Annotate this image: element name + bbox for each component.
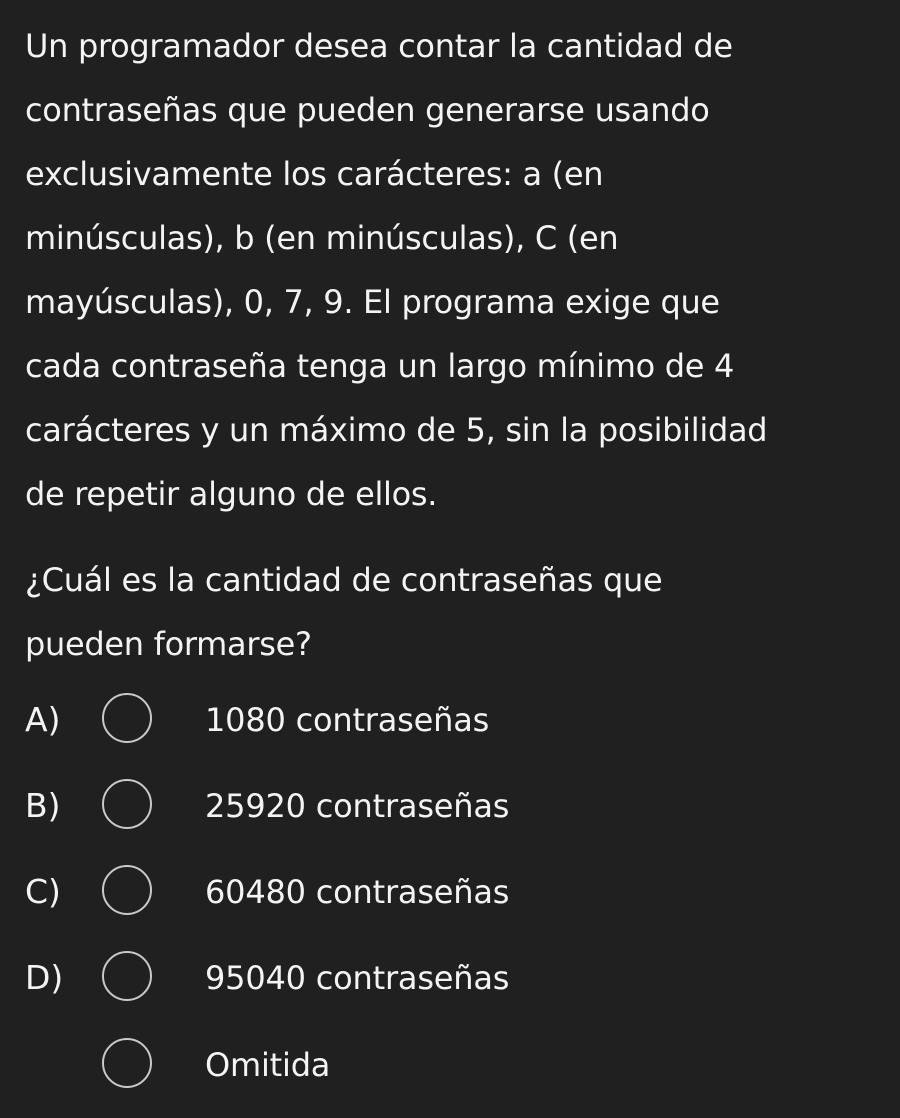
radio-button[interactable] xyxy=(102,1038,152,1088)
option-letter: C) xyxy=(25,872,61,911)
option-b[interactable] xyxy=(0,774,900,838)
question-line: Un programador desea contar la cantidad de xyxy=(25,27,733,65)
question-prompt-line: ¿Cuál es la cantidad de contraseñas que xyxy=(25,561,663,599)
option-omitida[interactable] xyxy=(0,1033,900,1097)
option-label[interactable]: Omitida xyxy=(205,1046,331,1084)
question-line: exclusivamente los carácteres: a (en xyxy=(25,155,604,193)
radio-button[interactable] xyxy=(102,865,152,915)
option-d[interactable] xyxy=(0,946,900,1010)
option-label[interactable]: 1080 contraseñas xyxy=(205,701,490,739)
option-label[interactable]: 60480 contraseñas xyxy=(205,873,510,911)
question-line: minúsculas), b (en minúsculas), C (en xyxy=(25,219,619,257)
question-line: de repetir alguno de ellos. xyxy=(25,475,438,513)
option-letter: B) xyxy=(25,786,61,825)
radio-button[interactable] xyxy=(102,693,152,743)
question-line: contraseñas que pueden generarse usando xyxy=(25,91,710,129)
radio-button[interactable] xyxy=(102,779,152,829)
paragraph-spacer xyxy=(25,526,875,548)
option-letter: D) xyxy=(25,958,64,997)
option-c[interactable] xyxy=(0,860,900,924)
option-label[interactable]: 25920 contraseñas xyxy=(205,787,510,825)
question-prompt-line: pueden formarse? xyxy=(25,625,312,663)
question-line: mayúsculas), 0, 7, 9. El programa exige que xyxy=(25,283,720,321)
option-a[interactable] xyxy=(0,688,900,752)
radio-button[interactable] xyxy=(102,951,152,1001)
option-label[interactable]: 95040 contraseñas xyxy=(205,959,510,997)
question-line: carácteres y un máximo de 5, sin la posibilidad xyxy=(25,411,768,449)
question-text xyxy=(25,14,875,676)
option-letter: A) xyxy=(25,700,61,739)
question-line: cada contraseña tenga un largo mínimo de 4 xyxy=(25,347,735,385)
